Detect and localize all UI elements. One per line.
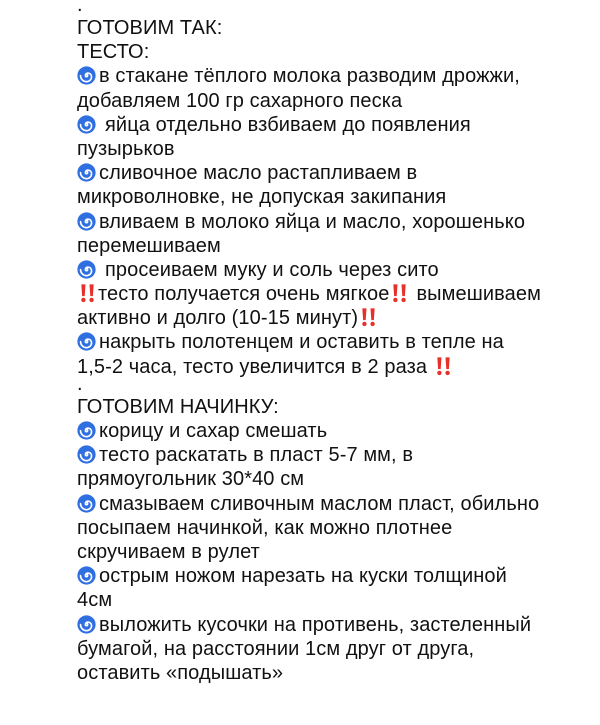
step-line — [77, 210, 592, 234]
line-text: . — [77, 0, 83, 16]
double-exclamation-emoji-icon — [359, 307, 378, 327]
line-text: прямоугольник 30*40 см — [77, 468, 305, 491]
step-line — [77, 161, 592, 185]
line-text: в стакане тёплого молока разводим дрожжи, — [99, 65, 520, 88]
section-heading — [77, 395, 592, 419]
cyclone-emoji-icon — [77, 212, 96, 231]
step-line — [77, 355, 592, 379]
double-exclamation-emoji-icon — [434, 356, 453, 376]
step-line — [77, 516, 592, 540]
line-text: оставить «подышать» — [77, 661, 284, 684]
cyclone-emoji-icon — [77, 615, 96, 634]
separator-dot — [77, 0, 592, 16]
line-text: микроволновке, не допуская закипания — [77, 186, 447, 209]
step-line — [77, 330, 592, 354]
line-text: накрыть полотенцем и оставить в тепле на — [99, 331, 504, 354]
line-text: ГОТОВИМ ТАК: — [77, 17, 223, 39]
line-text: вымешиваем — [416, 283, 541, 306]
line-text: острым ножом нарезать на куски толщиной — [99, 565, 507, 588]
cyclone-emoji-icon — [77, 566, 96, 585]
line-text: ТЕСТО: — [77, 41, 150, 64]
line-text: . — [77, 372, 83, 395]
line-text: скручиваем в рулет — [77, 540, 260, 563]
line-text: перемешиваем — [77, 234, 221, 257]
step-line — [77, 492, 592, 516]
separator-dot — [77, 372, 592, 395]
step-line — [77, 137, 592, 161]
line-text: сливочное масло растапливаем в — [99, 162, 418, 185]
cyclone-emoji-icon — [77, 332, 96, 351]
step-line — [77, 540, 592, 564]
line-text: смазываем сливочным маслом пласт, обильно — [99, 492, 540, 515]
step-line — [77, 419, 592, 443]
line-text: тесто раскатать в пласт 5-7 мм, в — [99, 444, 414, 467]
line-text: тесто получается очень мягкое — [98, 283, 390, 306]
step-line — [77, 467, 592, 491]
cyclone-emoji-icon — [77, 445, 96, 464]
subsection-heading — [77, 40, 592, 64]
step-line — [77, 113, 592, 137]
step-line — [77, 637, 592, 661]
line-text: бумагой, на расстоянии 1см друг от друга, — [77, 637, 475, 660]
step-line — [77, 258, 592, 282]
cyclone-emoji-icon — [77, 115, 96, 134]
line-text: пузырьков — [77, 137, 175, 160]
cyclone-emoji-icon — [77, 421, 96, 440]
warning-line — [77, 282, 592, 306]
double-exclamation-emoji-icon — [390, 283, 409, 303]
cyclone-emoji-icon — [77, 494, 96, 513]
step-line — [77, 185, 592, 209]
line-text: просеиваем муку и соль через сито — [105, 258, 439, 281]
line-text: выложить кусочки на противень, застеленный — [99, 613, 532, 636]
line-text: добавляем 100 гр сахарного песка — [77, 89, 403, 112]
step-line — [77, 64, 592, 88]
line-text: вливаем в молоко яйца и масло, хорошенько — [99, 210, 526, 233]
line-text: активно и долго (10-15 минут) — [77, 307, 359, 330]
step-line — [77, 89, 592, 113]
cyclone-emoji-icon — [77, 66, 96, 85]
line-text: яйца отдельно взбиваем до появления — [105, 113, 471, 136]
line-text: 4см — [77, 589, 113, 612]
step-line — [77, 234, 592, 258]
recipe-text — [77, 0, 592, 685]
warning-line — [77, 306, 592, 330]
line-text: посыпаем начинкой, как можно плотнее — [77, 516, 453, 539]
step-line — [77, 613, 592, 637]
cyclone-emoji-icon — [77, 260, 96, 279]
line-text: ГОТОВИМ НАЧИНКУ: — [77, 395, 279, 418]
double-exclamation-emoji-icon — [78, 283, 97, 303]
line-text: 1,5-2 часа, тесто увеличится в 2 раза — [77, 355, 428, 378]
step-line — [77, 443, 592, 467]
section-heading — [77, 16, 592, 40]
step-line — [77, 564, 592, 588]
step-line — [77, 588, 592, 612]
line-text: корицу и сахар смешать — [99, 420, 328, 442]
step-line — [77, 661, 592, 685]
cyclone-emoji-icon — [77, 163, 96, 182]
